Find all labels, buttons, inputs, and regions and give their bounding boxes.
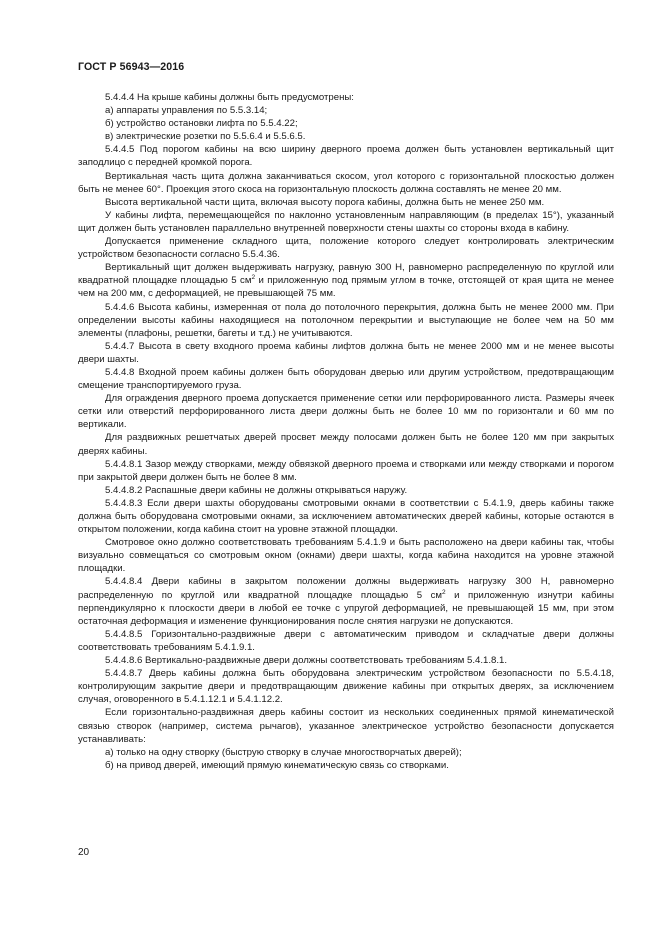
paragraph: Если горизонтально-раздвижная дверь кабины состоит из нескольких соединенных прямой кинематической связью створок (например, система рычагов), указанное электрическое устройство безопасности допускается устанавливать: <box>78 707 614 745</box>
paragraph: 5.4.4.8.2 Распашные двери кабины не должны открываться наружу. <box>105 484 408 496</box>
paragraph: Высота вертикальной части щита, включая высоту порога кабины, должна быть не менее 250 мм. <box>105 196 545 208</box>
list-item: а) только на одну створку (быструю створку в случае многостворчатых дверей); <box>105 746 462 758</box>
list-item: в) электрические розетки по 5.5.6.4 и 5.5.6.5. <box>105 131 306 143</box>
paragraph: 5.4.4.5 Под порогом кабины на всю ширину дверного проема должен быть установлен вертикальный щит заподлицо с передней кромкой порога. <box>78 144 614 169</box>
paragraph: 5.4.4.4 На крыше кабины должны быть предусмотрены: <box>105 92 354 103</box>
paragraph: 5.4.4.8.6 Вертикально-раздвижные двери должны соответствовать требованиям 5.4.1.8.1. <box>105 655 508 667</box>
paragraph: 5.4.4.7 Высота в свету входного проема кабины лифтов должна быть не менее 2000 мм и не менее высоты двери шахты. <box>78 340 614 365</box>
page-number: 20 <box>78 847 90 858</box>
paragraph: 5.4.4.8 Входной проем кабины должен быть оборудован дверью или другим устройством, предотвращающим смещение транспортируемого груза. <box>78 366 614 392</box>
paragraph: У кабины лифта, перемещающейся по наклонно установленным направляющим (в пределах 15°), указанный щит должен быть установлен параллельно внутренней поверхности стены шахты со стороны входа в кабину. <box>78 209 614 234</box>
document-body <box>78 91 614 772</box>
paragraph: Допускается применение складного щита, положение которого следует контролировать электрическим устройством безопасности согласно 5.5.4.36. <box>78 236 614 261</box>
paragraph: 5.4.4.8.7 Дверь кабины должна быть оборудована электрическим устройством безопасности по 5.5.4.18, контролирующим закрытие двери и предотвращающим движение кабины при открытых дверях, за исключением случая, оговоренного в 5.4.1.12.1 и 5.4.1.12.2. <box>78 668 614 706</box>
paragraph: 5.4.4.8.3 Если двери шахты оборудованы смотровыми окнами в соответствии с 5.4.1.9, дверь кабины также должна быть оборудована смотровыми окнами, за исключением автоматических дверей кабины, которые остаются в открытом положении, когда кабина стоит на уровне этажной площадки. <box>78 497 614 536</box>
paragraph: Для раздвижных решетчатых дверей просвет между полосами должен быть не более 120 мм при закрытых дверях кабины. <box>78 432 614 457</box>
paragraph: Для ограждения дверного проема допускается применение сетки или перфорированного листа. Размеры ячеек сетки или отверстий перфорированного листа двери должны быть не более 10 мм по горизонтали и 60 мм по вертикали. <box>78 393 614 431</box>
paragraph: Вертикальный щит должен выдерживать нагрузку, равную 300 Н, равномерно распределенную по круглой или квадратной площадке площадью 5 $см^2$ и приложенную под прямым углом в точке, отстоящей от края щита не менее чем на 200 мм, с деформацией, не превышающей 75 мм. <box>78 262 614 300</box>
paragraph: 5.4.4.8.5 Горизонтально-раздвижные двери с автоматическим приводом и складчатые двери должны соответствовать требованиям 5.4.1.9.1. <box>78 628 614 653</box>
paragraph: 5.4.4.6 Высота кабины, измеренная от пола до потолочного перекрытия, должна быть не менее 2000 мм. При определении высоты кабины находящиеся на потолочном перекрытии и выступающие не более чем на 50 мм элементы (плафоны, решетки, багеты и т.д.) не учитываются. <box>78 301 614 339</box>
paragraph: Вертикальная часть щита должна заканчиваться скосом, угол которого с горизонтальной плоскостью должен быть не менее 60°. Проекция этого скоса на горизонтальную плоскость должна составлять не менее 20 мм. <box>78 170 614 195</box>
paragraph: 5.4.4.8.4 Двери кабины в закрытом положении должны выдерживать нагрузку 300 Н, равномерно распределенную по круглой или квадратной площадке площадью 5 $см^2$ и приложенную изнутри кабины перпендикулярно к плоскости двери в любой ее точке с упругой деформацией, не превышающей 15 мм, при этом остаточная деформация и изменение функционирования после снятия нагрузки не допускаются. <box>78 576 614 627</box>
list-item: а) аппараты управления по 5.5.3.14; <box>105 105 268 117</box>
document-header: ГОСТ Р 56943—2016 <box>78 61 185 73</box>
paragraph: Смотровое окно должно соответствовать требованиям 5.4.1.9 и быть расположено на двери кабины так, чтобы визуально совмещаться со смотровым окном (окнами) двери шахты, когда кабина находится на уровне этажной площадки. <box>78 537 614 575</box>
paragraph: 5.4.4.8.1 Зазор между створками, между обвязкой дверного проема и створками или между створками и порогом при закрытой двери должен быть не более 8 мм. <box>78 458 614 483</box>
list-item: б) устройство остановки лифта по 5.5.4.22; <box>105 118 298 130</box>
list-item: б) на привод дверей, имеющий прямую кинематическую связь со створками. <box>105 759 449 771</box>
